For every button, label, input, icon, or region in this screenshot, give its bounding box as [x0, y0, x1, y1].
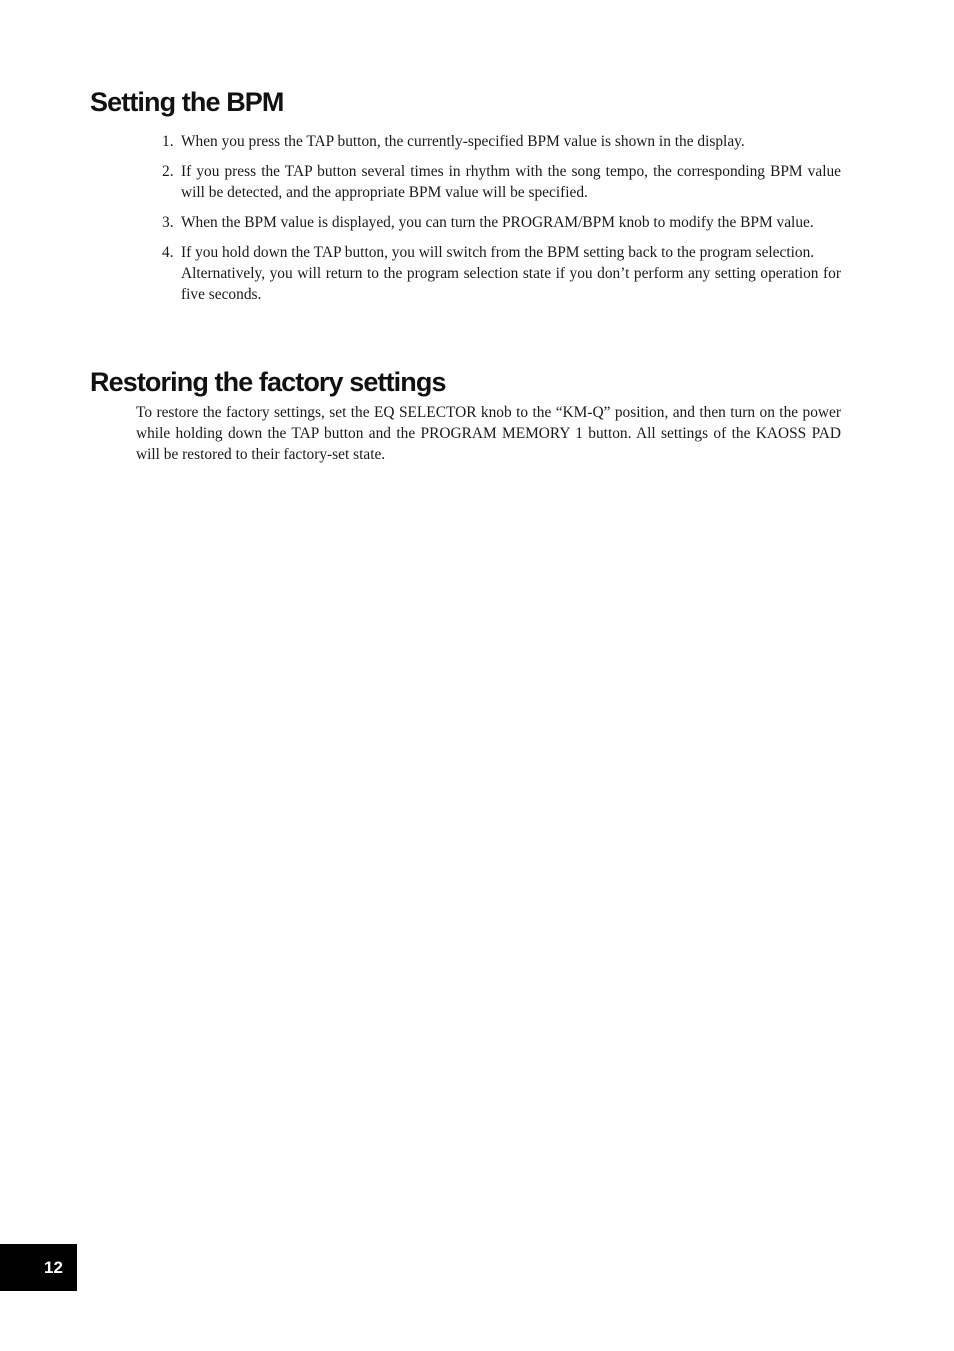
- section-title-setting-bpm: Setting the BPM: [90, 87, 284, 117]
- bpm-step: [162, 242, 841, 305]
- step-text: When the BPM value is displayed, you can turn the PROGRAM/BPM knob to modify the BPM value.: [181, 214, 814, 231]
- bpm-step: [162, 161, 841, 203]
- factory-settings-paragraph: To restore the factory settings, set the EQ SELECTOR knob to the “KM-Q” position, and then turn on the power while holding down the TAP button and the PROGRAM MEMORY 1 button. All settings of the KAOSS PAD will be restored to their factory-set state.: [136, 404, 841, 463]
- bpm-steps-list: [162, 131, 841, 314]
- bpm-step: [162, 131, 841, 152]
- step-number: 3.: [162, 214, 174, 231]
- step-number: 4.: [162, 244, 174, 261]
- step-text: If you hold down the TAP button, you will switch from the BPM setting back to the program selection.: [181, 244, 815, 261]
- page-number-tab: 12: [0, 1244, 77, 1291]
- bpm-step: [162, 212, 841, 233]
- step-text: When you press the TAP button, the currently-specified BPM value is shown in the display.: [181, 133, 745, 150]
- step-number: 2.: [162, 163, 174, 180]
- step-number: 1.: [162, 133, 174, 150]
- section-title-restoring-factory-settings: Restoring the factory settings: [90, 367, 446, 397]
- step-text: If you press the TAP button several times in rhythm with the song tempo, the corresponding BPM value will be detected, and the appropriate BPM value will be specified.: [181, 163, 841, 201]
- step-text-continued: Alternatively, you will return to the program selection state if you don’t perform any setting operation for five seconds.: [181, 265, 841, 303]
